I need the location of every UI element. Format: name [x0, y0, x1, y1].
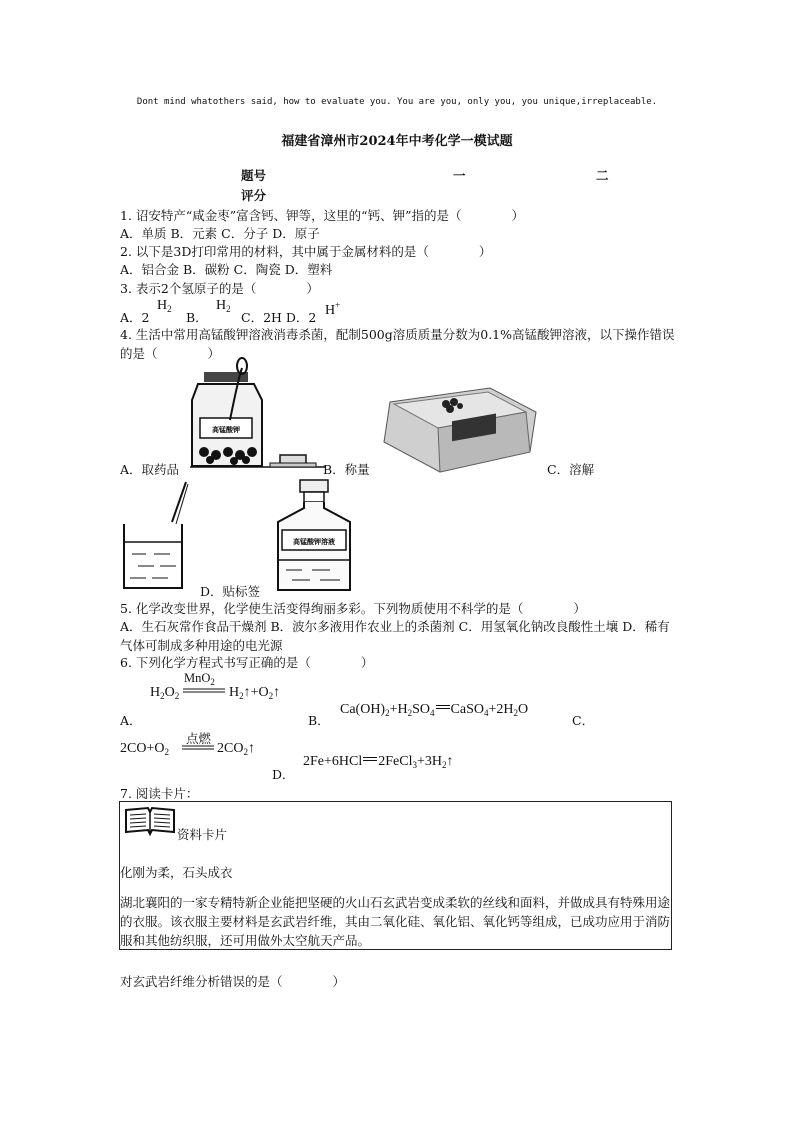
q2-stem: 2. 以下是3D打印常用的材料，其中属于金属材料的是（ ）: [120, 244, 492, 259]
q6-eq-c-left: $2CO+O_2$: [120, 741, 169, 757]
q4-option-c: C．溶解: [547, 462, 595, 477]
q7-stem: 7. 阅读卡片：: [120, 786, 199, 801]
q6-eq-d: 2Fe+6HCl $2FeCl_3+3H_2↑$: [303, 754, 454, 770]
beaker-image: [120, 480, 190, 592]
q7-question: 对玄武岩纤维分析错误的是（ ）: [120, 974, 346, 989]
card-heading: 化刚为柔，石头成衣: [120, 865, 233, 880]
q4-option-d: D．贴标签: [200, 584, 261, 599]
stopper-on-table: [190, 453, 330, 469]
q1-stem: 1. 诏安特产“咸金枣”富含钙、钾等，这里的“钙、钾”指的是（ ）: [120, 208, 524, 223]
open-book-icon: [124, 806, 176, 836]
table-label-score: 评分: [241, 188, 267, 203]
electronic-scale-image: [380, 382, 540, 474]
q4-stem: 4. 生活中常用高锰酸钾溶液消毒杀菌，配制500g溶质质量分数为0.1%高锰酸钾溶液，以下操作错误的是（ ）: [120, 327, 675, 361]
q5-options: A．生石灰常作食品干燥剂 B．波尔多液用作农业上的杀菌剂 C．用氢氧化钠改良酸性土壤 D．稀有气体可制成多种用途的电光源: [120, 619, 670, 653]
jar-label-text: 高锰酸钾: [212, 426, 240, 434]
bottle-label-text: 高锰酸钾溶液: [293, 538, 335, 546]
q6-option-b: B．: [308, 713, 330, 728]
q3-stem: 3. 表示2个氢原子的是（ ）: [120, 281, 319, 296]
q6-eq-a-left: $H_2O_2$: [150, 685, 180, 701]
q4-option-b: B．称量: [323, 462, 370, 477]
q4-option-a: A．取药品: [120, 462, 180, 477]
q6-equals-sign-a: [183, 688, 225, 694]
q3-formula-d: H+: [325, 300, 341, 318]
q3-formula-b: $H_2$: [216, 298, 231, 314]
q6-catalyst: MnO$_2$: [184, 671, 215, 687]
q6-stem: 6. 下列化学方程式书写正确的是（ ）: [120, 655, 374, 670]
solution-bottle-image: [272, 478, 358, 594]
q2-options: A．铝合金 B．碳粉 C．陶瓷 D．塑料: [120, 262, 333, 277]
page-title: 福建省漳州市2024年中考化学一模试题: [281, 134, 513, 149]
q6-option-a: A．: [120, 713, 142, 728]
q6-equals-sign-c: [182, 745, 214, 751]
q6-eq-b: $Ca(OH)_2+H_2SO_4$ $CaSO_4+2H_2O$: [340, 702, 529, 718]
q6-option-d: D．: [272, 767, 295, 782]
q3-options: A．2 $H_2$ B． $H_2$ C．2H D．2 H+: [120, 298, 341, 325]
q6-eq-a-right: $H_2↑+O_2↑$: [229, 685, 281, 701]
table-label-question: 题号: [241, 168, 267, 183]
q5-stem: 5. 化学改变世界，化学使生活变得绚丽多彩。下列物质使用不科学的是（ ）: [120, 601, 586, 616]
table-col-2: 二: [596, 168, 609, 183]
card-title: 资料卡片: [177, 827, 228, 842]
q6-option-c: C．: [572, 713, 595, 728]
q3-formula-a: $H_2$: [157, 298, 172, 314]
card-body: 湖北襄阳的一家专精特新企业能把坚硬的火山石玄武岩变成柔软的丝线和面料，并做成具有特殊用途的衣服。该衣服主要材料是玄武岩纤维，其由二氧化硅、氧化铝、氧化钙等组成，已成功应用于消防服和其他纺织服，还可用做外太空航天产品。: [120, 895, 671, 948]
motto-line: Dont mind whatothers said, how to evaluate you. You are you, only you, you unique,irreplaceable.: [136, 97, 658, 107]
q1-options: A．单质 B．元素 C．分子 D．原子: [120, 226, 320, 241]
q6-eq-c-right: $2CO_2↑$: [217, 741, 255, 757]
q6-condition: 点燃: [186, 731, 212, 746]
table-col-1: 一: [453, 168, 466, 183]
